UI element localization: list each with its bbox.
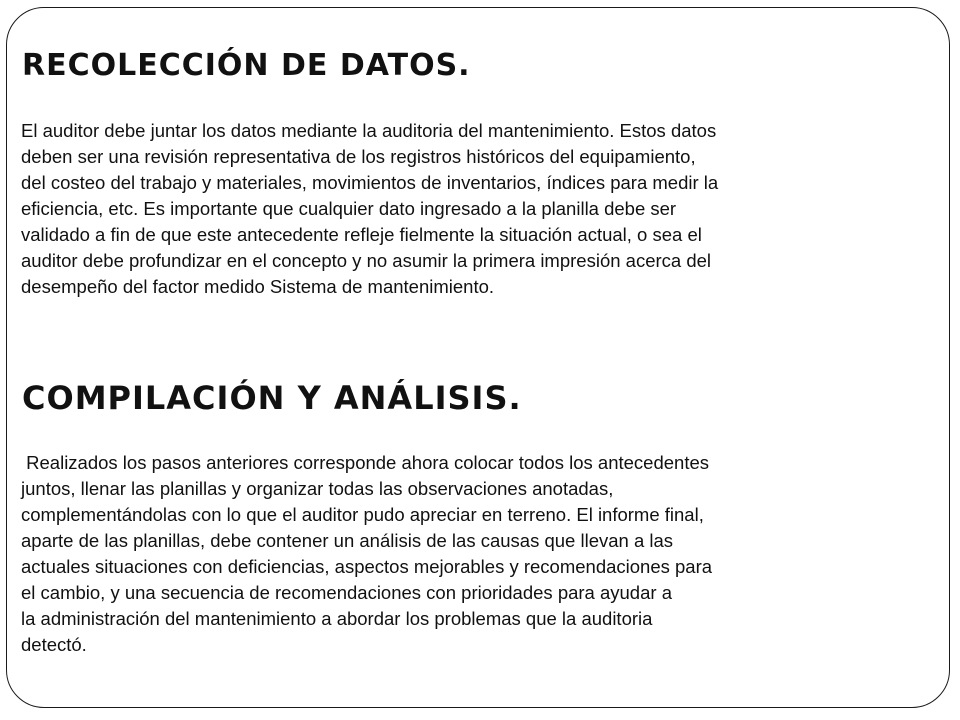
paragraph-line: actuales situaciones con deficiencias, aspectos mejorables y recomendaciones para bbox=[21, 556, 713, 577]
paragraph-line: El auditor debe juntar los datos mediante la auditoria del mantenimiento. Estos datos bbox=[21, 120, 717, 141]
paragraph-line: detectó. bbox=[21, 634, 87, 655]
paragraph-line: validado a fin de que este antecedente refleje fielmente la situación actual, o sea el bbox=[21, 224, 702, 245]
paragraph-line: auditor debe profundizar en el concepto y no asumir la primera impresión acerca del bbox=[21, 250, 712, 271]
paragraph-line: eficiencia, etc. Es importante que cualquier dato ingresado a la planilla debe ser bbox=[21, 198, 677, 219]
paragraph-line: deben ser una revisión representativa de los registros históricos del equipamiento, bbox=[21, 146, 696, 167]
paragraph-line: desempeño del factor medido Sistema de mantenimiento. bbox=[21, 276, 495, 297]
paragraph-compilacion bbox=[21, 450, 936, 658]
paragraph-line: juntos, llenar las planillas y organizar todas las observaciones anotadas, bbox=[21, 478, 614, 499]
paragraph-line: la administración del mantenimiento a abordar los problemas que la auditoria bbox=[21, 608, 653, 629]
paragraph-line: del costeo del trabajo y materiales, movimientos de inventarios, índices para medir la bbox=[21, 172, 719, 193]
paragraph-line: complementándolas con lo que el auditor pudo apreciar en terreno. El informe final, bbox=[21, 504, 704, 525]
section-heading-compilacion: COMPILACIÓN Y ANÁLISIS. bbox=[22, 379, 522, 417]
paragraph-line: aparte de las planillas, debe contener un análisis de las causas que llevan a las bbox=[21, 530, 674, 551]
paragraph-line: el cambio, y una secuencia de recomendaciones con prioridades para ayudar a bbox=[21, 582, 672, 603]
section-heading-recoleccion: RECOLECCIÓN DE DATOS. bbox=[22, 48, 471, 83]
paragraph-line: Realizados los pasos anteriores corresponde ahora colocar todos los antecedentes bbox=[21, 452, 709, 473]
paragraph-recoleccion bbox=[21, 118, 936, 300]
